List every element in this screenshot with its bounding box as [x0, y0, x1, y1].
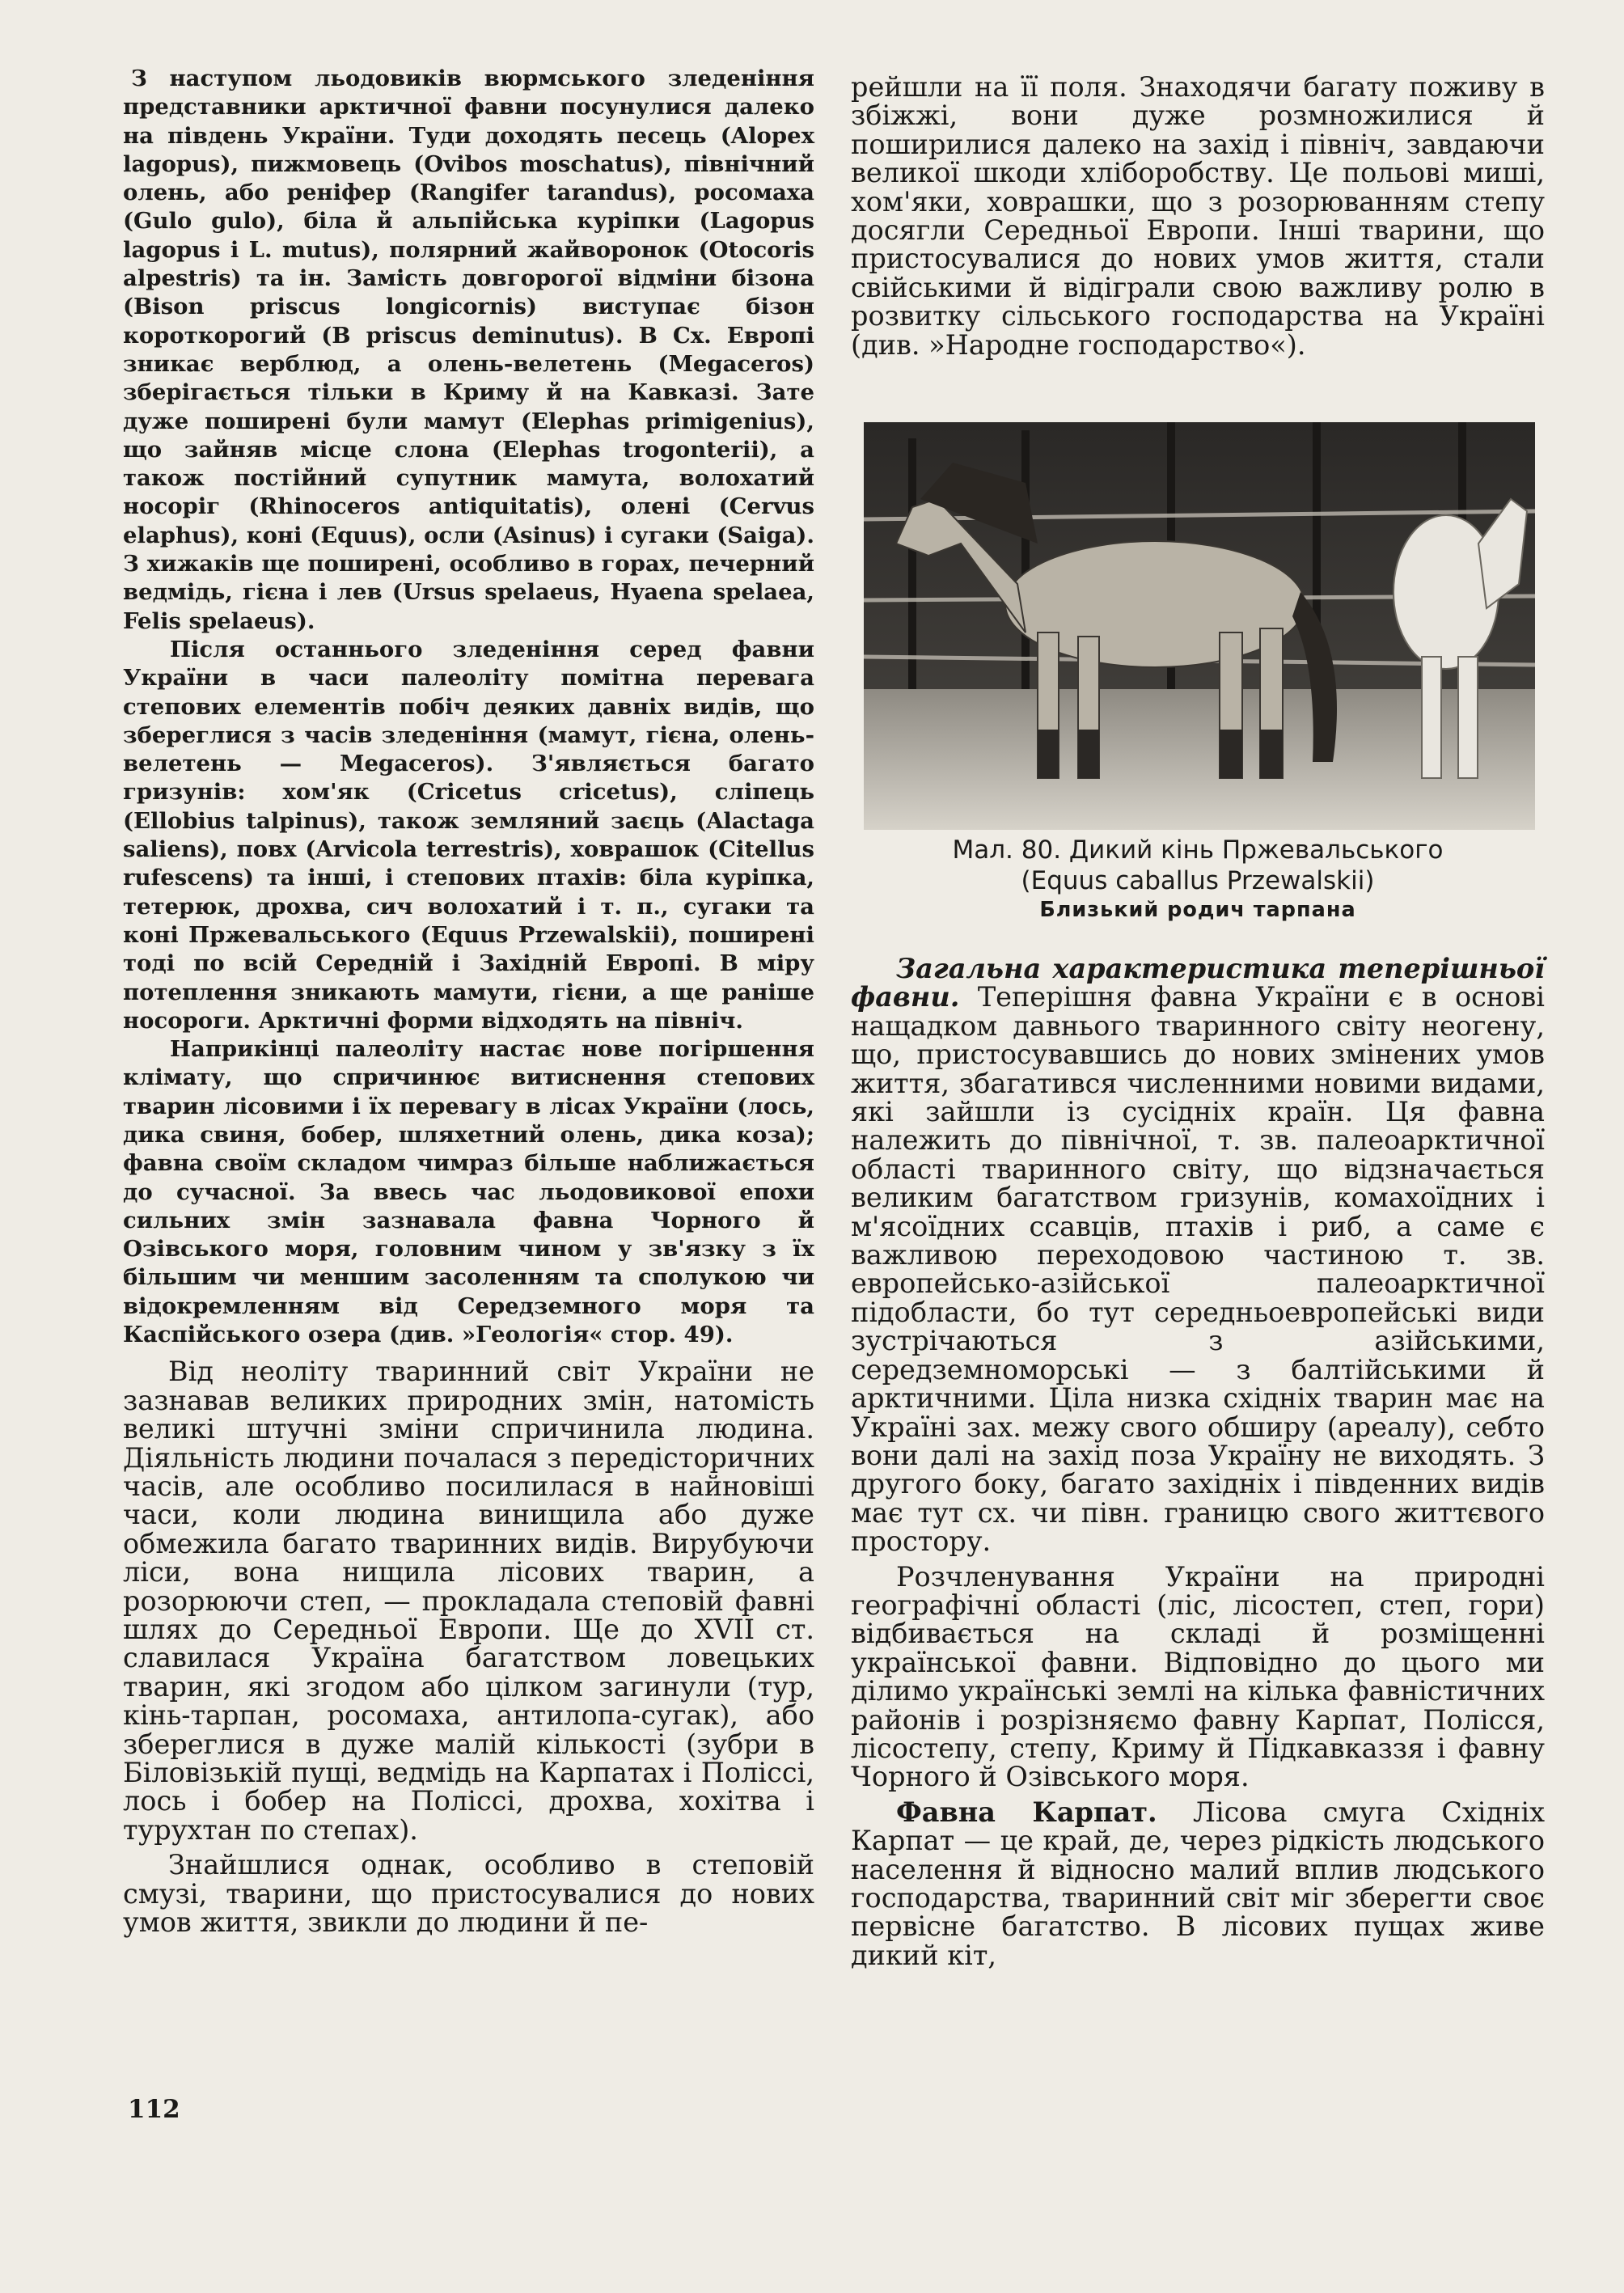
section-paragraph — [851, 954, 1545, 1556]
paragraph: Знайшлися однак, особливо в степовій смузі, тварини, що пристосувалися до нових умов життя, звикли до людини й пе- — [123, 1849, 814, 1939]
paragraph: Від неоліту тваринний світ України не зазнавав великих природних змін, натомість великі штучні зміни спричинила людина. Діяльність людини почалася з передісторичних часів, але особливо посилилася в найновіші часи, коли людина винищила або дуже обмежила багато тваринних видів. Вирубуючи ліси, вона нищила лісових тварин, а розорюючи степ, — прокладала степовій фавні шлях до Середньої Европи. Ще до XVII ст. славилася Україна багатством ловецьких тварин, які згодом або цілком загинули (тур, кінь-тарпан, росомаха, антилопа-сугак), або збереглися в дуже малій кількості (зубри в Біловізькій пущі, ведмідь на Карпатах і Поліссі, лось і бобер на Поліссі, дрохва, хохітва і турухтан по степах). — [123, 1356, 814, 1846]
caption-note: Близький родич тарпана — [1039, 898, 1356, 922]
section-paragraph — [851, 1798, 1545, 1969]
body-text-section — [123, 1356, 814, 1939]
section-heading: Загальна характеристика теперішньої фавни. — [851, 953, 1545, 1013]
przewalski-horse-illustration — [864, 422, 1535, 830]
paragraph: Наприкінці палеоліту настає нове погіршення клімату, що спричинює витиснення степових тварин лісовими і їх перевагу в лісах України (лось, дика свиня, бобер, шляхетний олень, дика коза); фавна своїм складом чимраз більше наближається до сучасної. За ввесь час льодовикової епохи сильних змін зазнавала фавна Чорного й Озівського моря, головним чином у зв'язку з їх більшим чи меншим засоленням та сполукою чи відокремленням від Середземного моря та Каспійського озера (див. »Геологія« стор. 49). — [123, 1036, 814, 1348]
right-column-lower — [851, 954, 1545, 1969]
paragraph: З наступом льодовиків вюрмського зледеніння представники арктичної фавни посунулися далеко на південь України. Туди доходять песець (Alopex lagopus), пижмовець (Ovibos moschatus), північний олень, або реніфер (Rangifer tarandus), росомаха (Gulo gulo), біла й альпійська куріпки (Lagopus lagopus і L. mutus), полярний жайворонок (Otocoris alpestris) та ін. Замість довгорогої відміни бізона (Bison priscus longicornis) виступає бізон короткорогий (B priscus deminutus). В Сх. Европі зникає верблюд, а олень-велетень (Megaceros) зберігається тільки в Криму й на Кавказі. Зате дуже поширені були мамут (Elephas primigenius), що зайняв місце слона (Elephas trogontеrii), а також постійний супутник мамута, волохатий носоріг (Rhinoceros antiquitatis), олені (Cervus elaphus), коні (Equus), осли (Asinus) і сугаки (Saiga). З хижаків ще поширені, особливо в горах, печерний ведмідь, гієна і лев (Ursus spelaeus, Hyaena spelaea, Felis spelaeus). — [123, 66, 814, 634]
caption-latin-name: (Equus caballus Przewalskii) — [1021, 866, 1375, 895]
section-text: Лісова смуга Східніх Карпат — це край, де, через рідкість людського населення й відносно малий вплив людського господарства, тваринний світ міг зберегти своє первісне багатство. В лісових пущах живе дикий кіт, — [851, 1796, 1546, 1971]
paragraph: рейшли на її поля. Знаходячи багату поживу в збіжжі, вони дуже розмножилися й поширилися далеко на захід і північ, завдаючи великої шкоди хліборобству. Це польові миші, хом'яки, ховрашки, що з розорюванням степу досягли Середньої Европи. Інші тварини, що пристосувалися до нових умов життя, стали свійськими й відіграли свою важливу ролю в розвитку сільського господарства на Україні (див. »Народне господарство«). — [851, 71, 1545, 361]
paragraph: Розчленування України на природні географічні області (ліс, лісостеп, степ, гори) відбивається на складі й розміщенні української фавни. Відповідно до цього ми ділимо українські землі на кілька фавністичних районів і розрізняємо фавну Карпат, Полісся, лісостепу, степу, Криму й Підкавказзя і фавну Чорного й Озівського моря. — [851, 1560, 1545, 1793]
horse-photo — [864, 422, 1535, 830]
right-column — [851, 73, 1545, 359]
paragraph: Після останнього зледеніння серед фавни України в часи палеоліту помітна перевага степових елементів побіч деяких давніх видів, що збереглися з часів зледеніння (мамут, гієна, олень-велетень — Megaceros). З'являється багато гризунів: хом'як (Cricetus cricetus), сліпець (Ellobius talpinus), також земляний заєць (Alactaga saliens), повх (Arvicola terrestris), ховрашок (Citellus rufescens) та інші, і степових птахів: біла куріпка, тетерюк, дрохва, сич волохатий і т. п., сугаки та коні Пржевальського (Equus Przewalskii), поширені тоді по всій Середній і Західній Европі. В міру потеплення зникають мамути, гієни, а ще раніше носороги. Арктичні форми відходять на північ. — [123, 636, 814, 1034]
caption-title: Мал. 80. Дикий кінь Пржевальського — [952, 836, 1444, 865]
left-column — [123, 65, 814, 1939]
section-text: Теперішня фавна України є в основі нащадком давнього тваринного світу неогену, що, пристосувавшись до нових змінених умов життя, збагатився численними новими видами, які зайшли із сусідніх країн. Ця фавна належить до північної, т. зв. палеоарктичної області тваринного світу, що відзначається великим багатством гризунів, комахоїдних і м'ясоїдних ссавців, птахів і риб, а саме є важливою переходовою частиною т. зв. европейсько-азійської палеоарктичної підобласти, бо тут середньоевропейські види зустрічаються з азійськими, середземноморські — з балтійськими й арктичними. Ціла низка східніх тварин має на Україні зах. межу свого обширу (ареалу), себто вони далі на захід поза Україну не виходять. З другого боку, багато західніх і південних видів має тут сх. чи півн. границю свого життєвого простору. — [851, 981, 1545, 1558]
small-print-section — [123, 65, 814, 1349]
figure-caption — [851, 835, 1545, 924]
section-heading: Фавна Карпат. — [896, 1796, 1157, 1828]
page-number: 112 — [128, 2095, 180, 2124]
